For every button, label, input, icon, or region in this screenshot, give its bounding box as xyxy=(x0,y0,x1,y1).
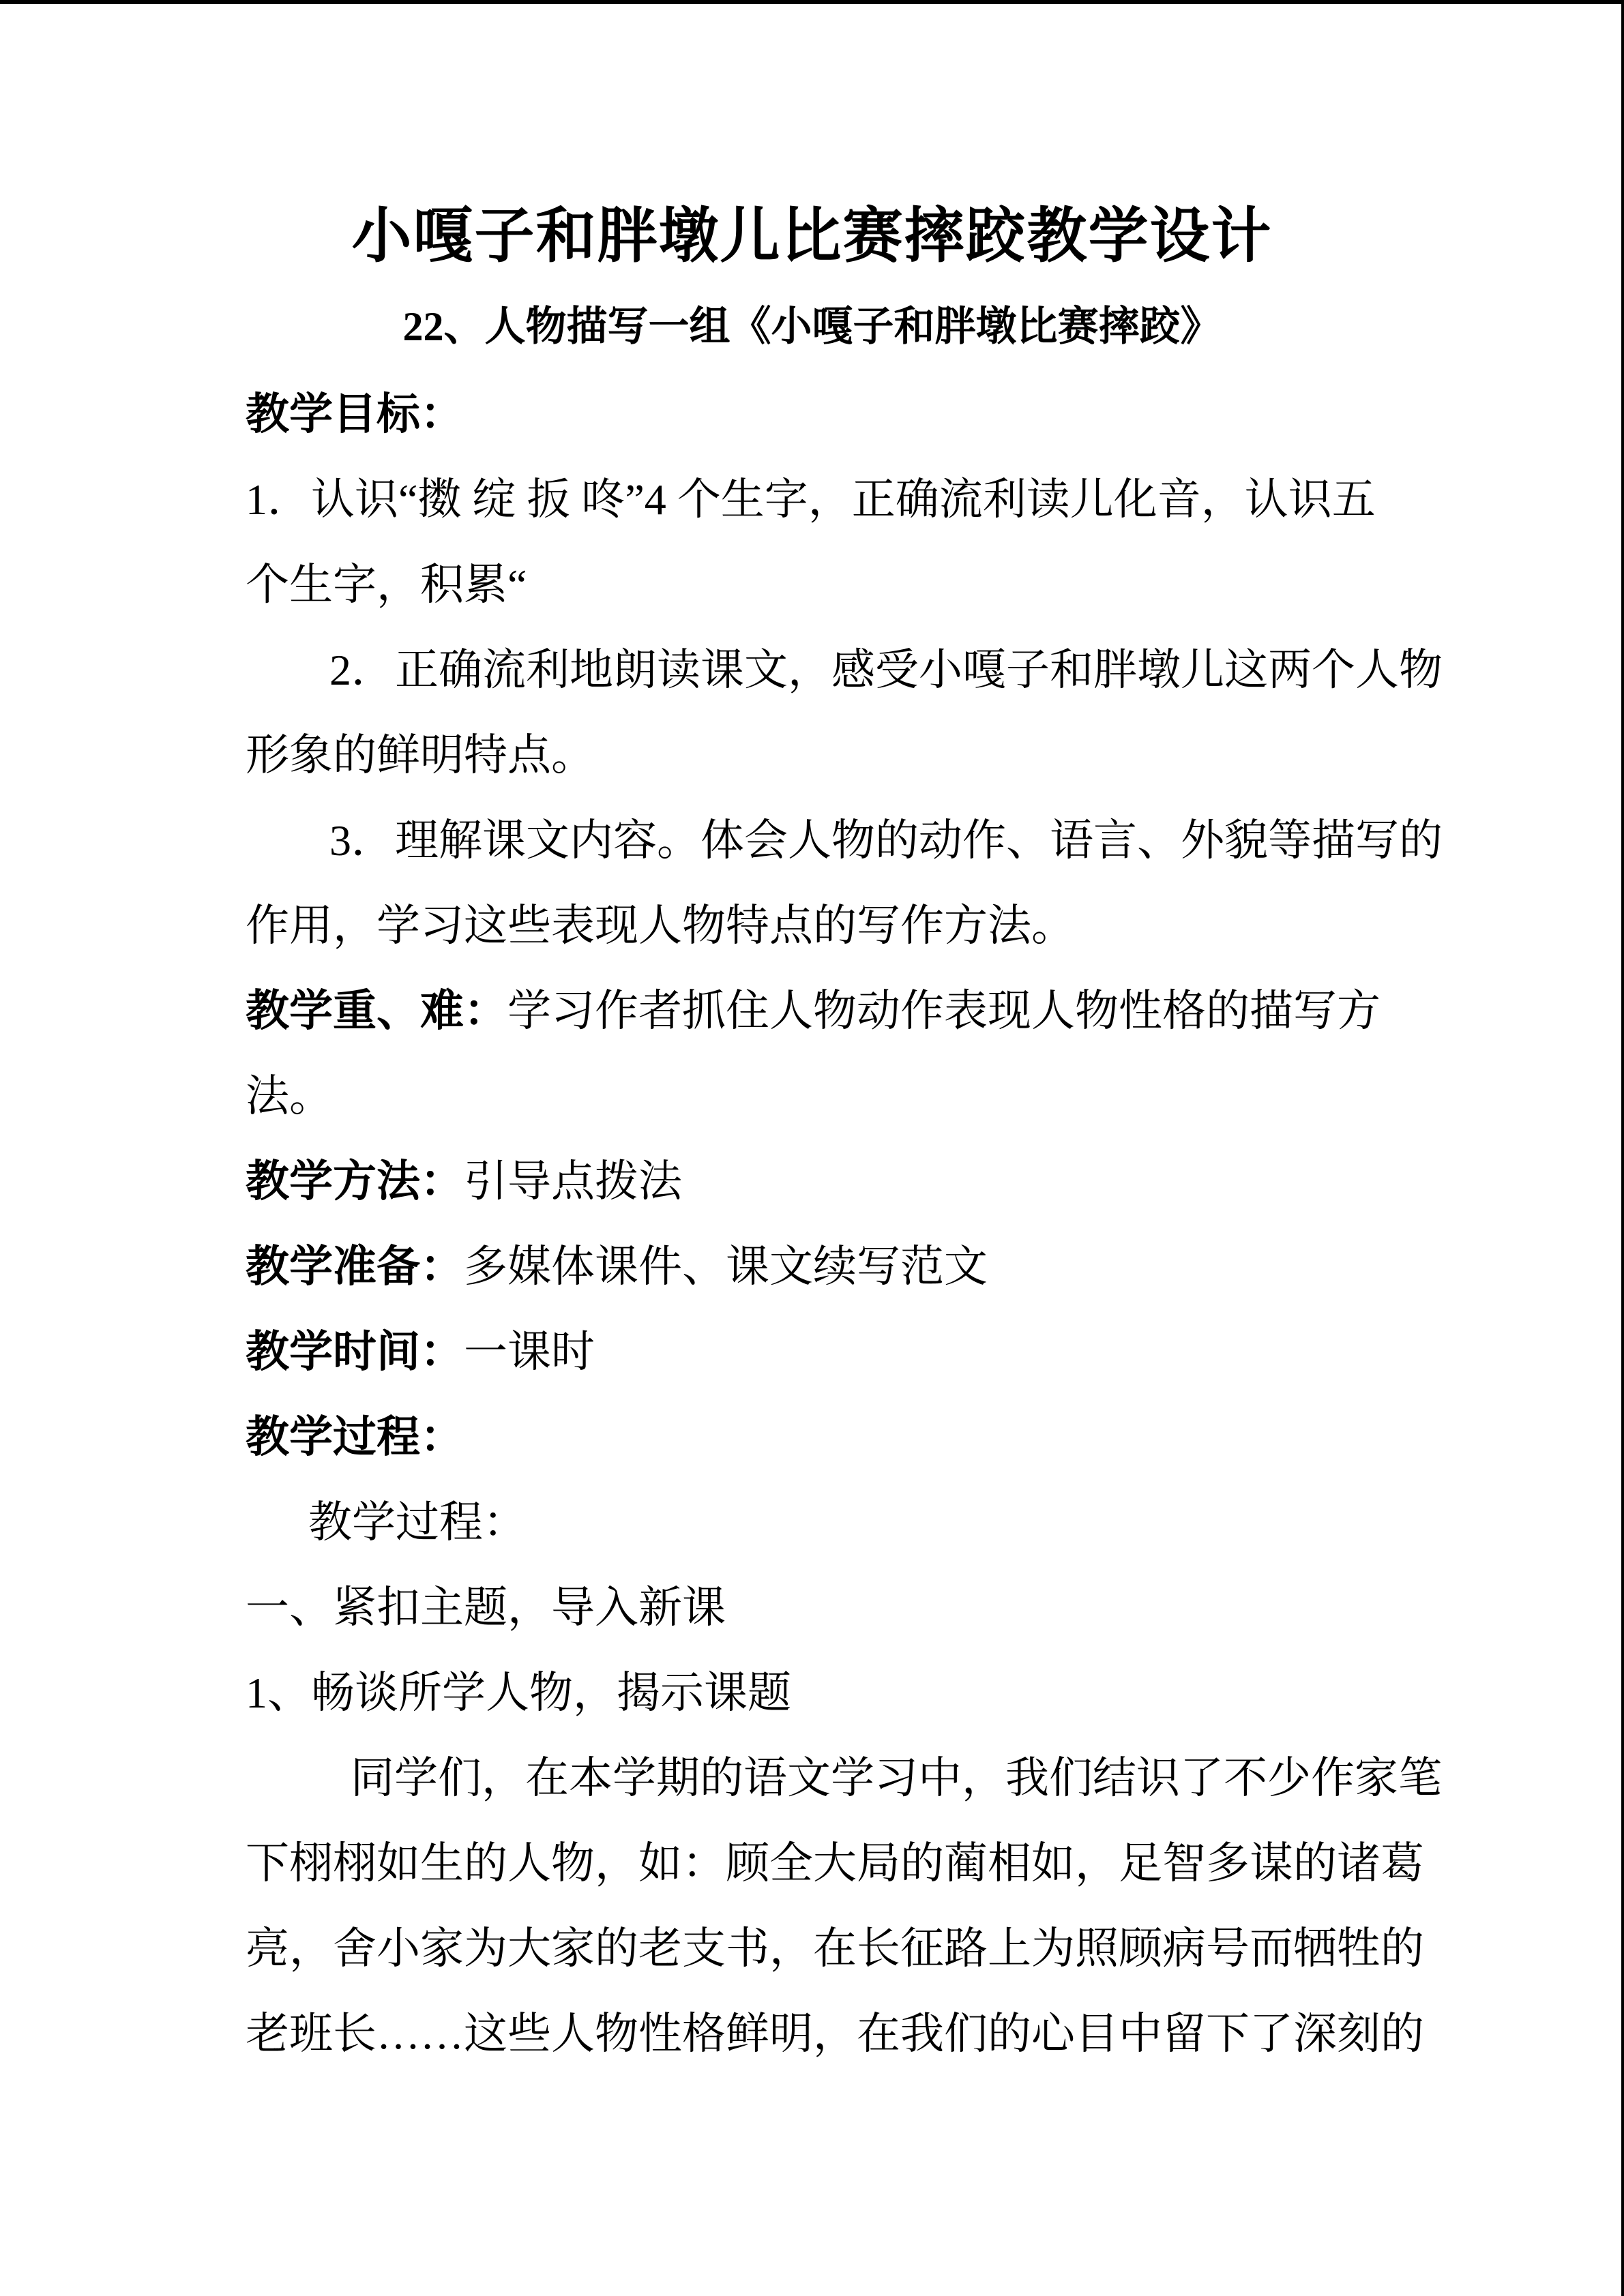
paragraph-line xyxy=(246,372,1466,457)
paragraph-text: 学习作者抓住人物动作表现人物性格的描写方 xyxy=(507,987,1381,1035)
paragraph-text: 教学过程： xyxy=(308,1498,527,1547)
paragraph-text: 作用，学习这些表现人物特点的写作方法。 xyxy=(246,901,1075,950)
paragraph-text: 老班长……这些人物性格鲜明，在我们的心目中留下了深刻的 xyxy=(246,2010,1424,2058)
paragraph-line xyxy=(246,1735,1466,1821)
paragraph-text: 形象的鲜明特点。 xyxy=(246,731,595,779)
paragraph-line xyxy=(246,883,1466,968)
paragraph-line xyxy=(246,1395,1466,1480)
paragraph-line xyxy=(246,1821,1466,1906)
paragraph-text: 法。 xyxy=(246,1072,333,1120)
paragraph-label: 教学目标： xyxy=(246,389,464,438)
paragraph-text: 一课时 xyxy=(464,1328,595,1376)
paragraph-line xyxy=(246,627,1466,713)
page-top-border xyxy=(0,0,1624,4)
paragraph-line xyxy=(246,968,1466,1054)
paragraph-line xyxy=(246,1650,1466,1735)
paragraph-label: 教学准备： xyxy=(246,1242,464,1291)
paragraph-line xyxy=(246,1224,1466,1309)
paragraph-line xyxy=(246,1139,1466,1224)
paragraph-text: 引导点拨法 xyxy=(464,1157,682,1206)
paragraph-text: 1、畅谈所学人物，揭示课题 xyxy=(246,1669,791,1717)
paragraph-line xyxy=(246,542,1466,627)
paragraph-line xyxy=(246,1480,1466,1565)
paragraph-text: 同学们，在本学期的语文学习中，我们结识了不少作家笔 xyxy=(351,1754,1442,1802)
paragraph-text: 多媒体课件、课文续写范文 xyxy=(464,1242,988,1291)
paragraph-line xyxy=(246,1906,1466,1991)
paragraph-text: 个生字，积累“ xyxy=(246,561,527,609)
paragraph-text: 3．理解课文内容。体会人物的动作、语言、外貌等描写的 xyxy=(329,816,1443,865)
paragraph-line xyxy=(246,713,1466,798)
document-subtitle: 22、人物描写一组《小嘎子和胖墩比赛摔跤》 xyxy=(402,304,1222,349)
paragraph-label: 教学重、难： xyxy=(246,986,507,1035)
paragraph-line xyxy=(246,1309,1466,1395)
paragraph-label: 教学方法： xyxy=(246,1157,464,1206)
paragraph-text: 1．认识“擞 绽 扳 咚”4 个生字，正确流利读儿化音，认识五 xyxy=(246,475,1376,524)
document-body xyxy=(246,372,1466,2076)
paragraph-label: 教学时间： xyxy=(246,1327,464,1376)
paragraph-text: 下栩栩如生的人物，如：顾全大局的蔺相如，足智多谋的诸葛 xyxy=(246,1839,1424,1888)
paragraph-line xyxy=(246,1054,1466,1139)
paragraph-text: 2．正确流利地朗读课文，感受小嘎子和胖墩儿这两个人物 xyxy=(329,646,1443,694)
paragraph-label: 教学过程： xyxy=(246,1412,464,1461)
paragraph-line xyxy=(246,798,1466,883)
paragraph-text: 一、紧扣主题，导入新课 xyxy=(246,1583,726,1632)
paragraph-line xyxy=(246,1565,1466,1650)
paragraph-line xyxy=(246,1991,1466,2076)
document-title: 小嘎子和胖墩儿比赛摔跤教学设计 xyxy=(351,202,1273,269)
paragraph-text: 亮，舍小家为大家的老支书，在长征路上为照顾病号而牺牲的 xyxy=(246,1924,1424,1973)
paragraph-line xyxy=(246,457,1466,542)
